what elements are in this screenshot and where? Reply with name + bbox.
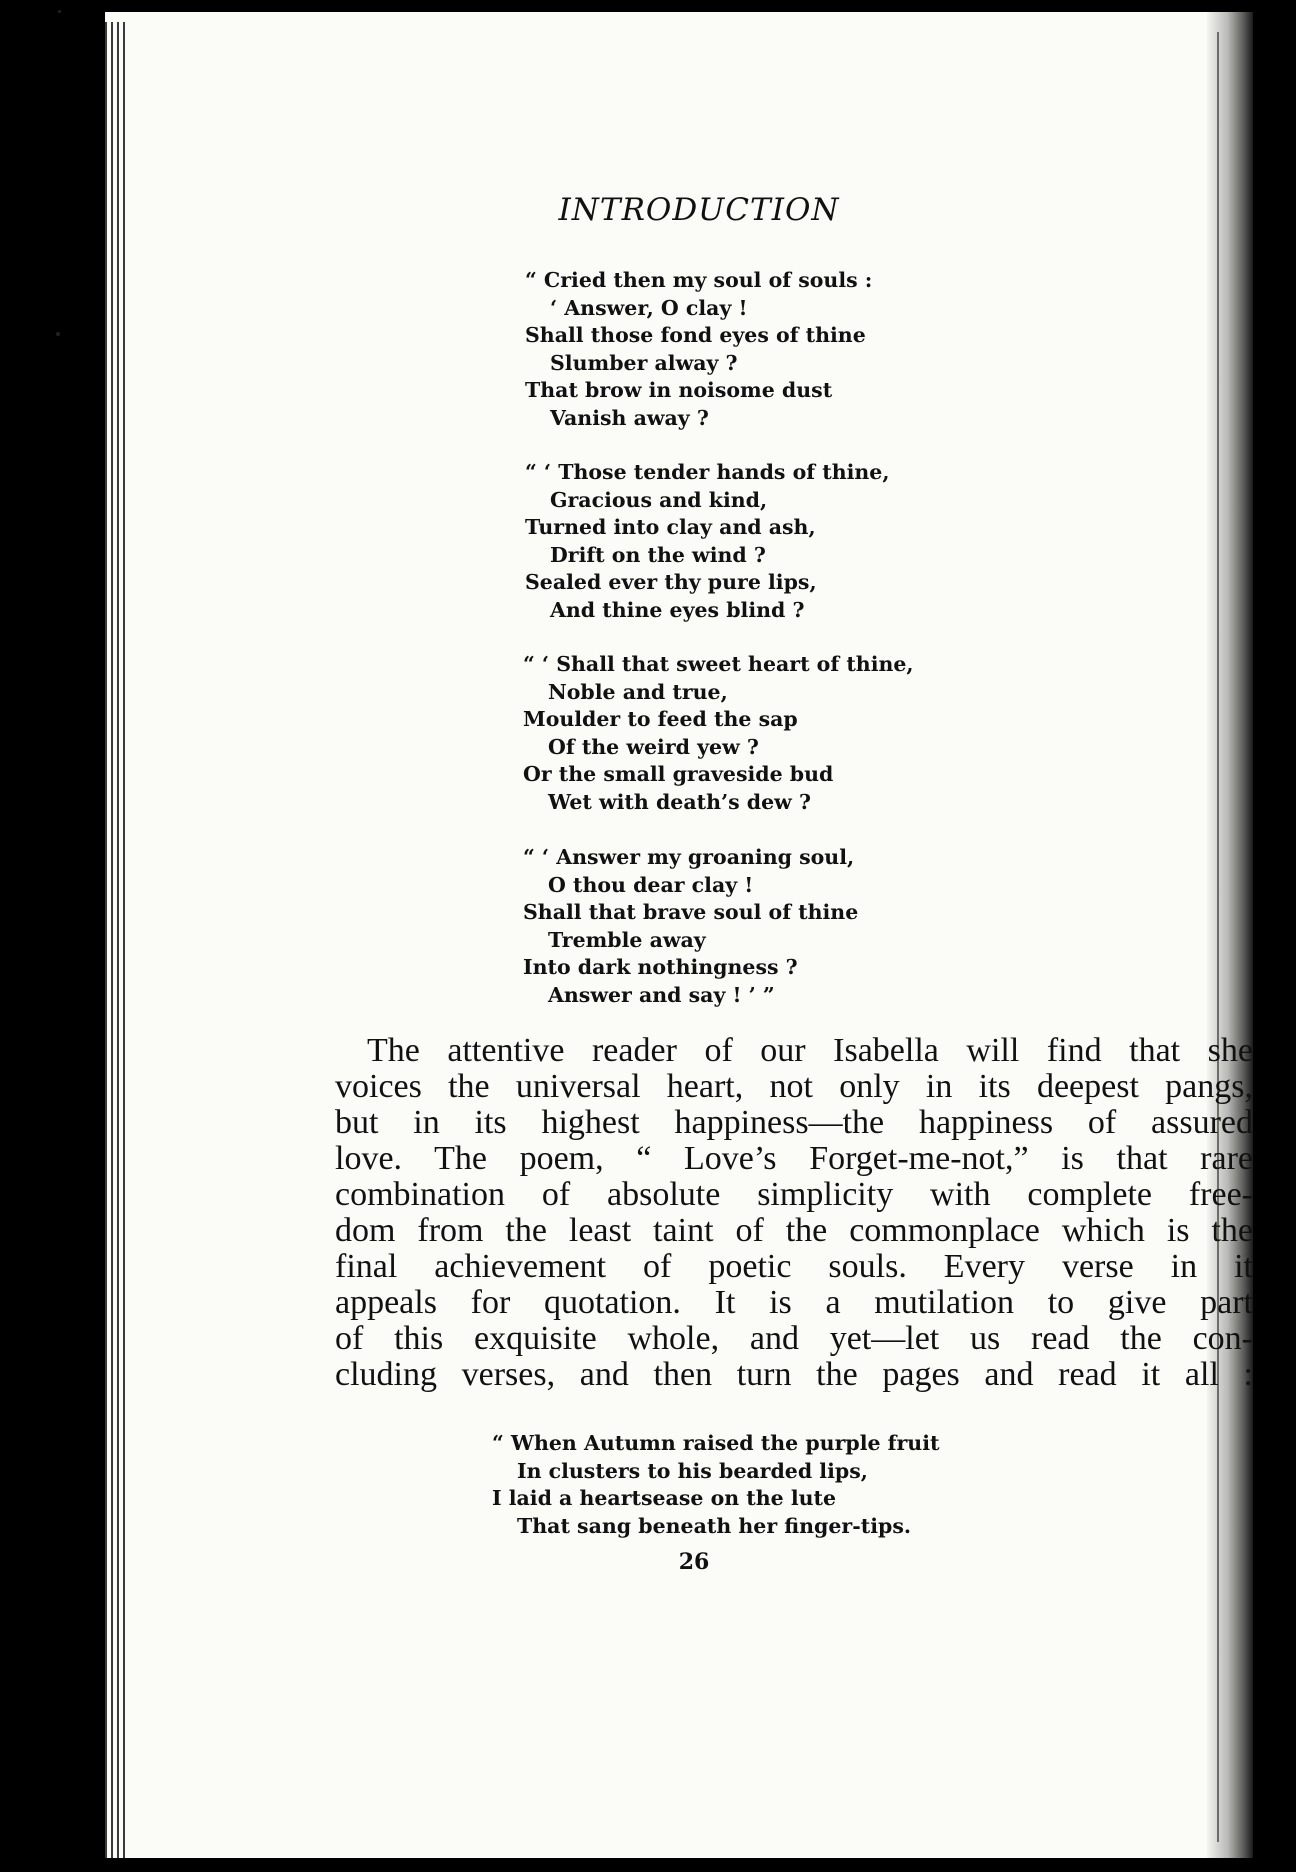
poem-line: “ ‘ Shall that sweet heart of thine, [523,652,914,676]
poem-line: Noble and true, [548,679,728,704]
prose-line: appeals for quotation. It is a mutilation to give part [335,1284,1253,1321]
running-head: INTRODUCTION [558,192,840,228]
poem-line: Shall that brave soul of thine [523,900,859,924]
book-page [105,12,1253,1858]
poem-stanza [525,459,889,624]
closing-quoted-stanza [492,1430,939,1540]
poem-line: “ Cried then my soul of souls : [525,268,873,292]
poem-line: That brow in noisome dust [525,378,833,402]
poem-line: Drift on the wind ? [550,542,766,567]
poem-line: Moulder to feed the sap [523,707,798,731]
poem-line: “ ‘ Answer my groaning soul, [523,845,855,869]
poem-line: “ ‘ Those tender hands of thine, [525,460,890,484]
prose-paragraph [335,1033,1253,1393]
poem-line: Vanish away ? [550,405,709,430]
page-edge [111,22,113,1858]
prose-line: dom from the least taint of the commonplace which is the [335,1212,1253,1249]
poem-line: ‘ Answer, O clay ! [550,295,748,320]
prose-line: love. The poem, “ Love’s Forget-me-not,” is that rare [335,1140,1253,1177]
prose-line: combination of absolute simplicity with complete free- [335,1176,1253,1213]
poem-line: Tremble away [548,927,706,952]
poem-stanza [523,651,914,816]
poem-line: Wet with death’s dew ? [548,789,811,814]
scan-speck [58,10,61,13]
poem-line: O thou dear clay ! [548,872,754,897]
page-edge [117,22,119,1858]
poem-line: Of the weird yew ? [548,734,759,759]
prose-line: final achievement of poetic souls. Every verse in it [335,1248,1253,1285]
poem-line: Gracious and kind, [550,487,768,512]
poem-line: Or the small graveside bud [523,762,834,786]
poem-stanza [525,267,872,432]
poem-line: Sealed ever thy pure lips, [525,570,817,594]
poem-line: Into dark nothingness ? [523,955,798,979]
prose-line: cluding verses, and then turn the pages and read it all : [335,1356,1253,1393]
poem-line: Turned into clay and ash, [525,515,816,539]
scan-speck [56,332,60,336]
page-number: 26 [678,1549,710,1575]
poem-stanza [523,844,858,1009]
page-edge [105,22,107,1858]
poem-line: Answer and say ! ’ ” [548,982,775,1007]
poem-line: That sang beneath her finger-tips. [517,1513,912,1538]
page-gutter-shadow [1207,12,1253,1858]
prose-line: The attentive reader of our Isabella will find that she [367,1032,1253,1069]
poem-line: And thine eyes blind ? [550,597,805,622]
page-edge [123,22,125,1858]
poem-line: In clusters to his bearded lips, [517,1458,868,1483]
prose-line: of this exquisite whole, and yet—let us read the con- [335,1320,1253,1357]
prose-line: voices the universal heart, not only in its deepest pangs, [335,1068,1253,1105]
poem-line: “ When Autumn raised the purple fruit [492,1431,940,1455]
poem-line: I laid a heartsease on the lute [492,1486,837,1510]
poem-line: Shall those fond eyes of thine [525,323,866,347]
prose-line: but in its highest happiness—the happiness of assured [335,1104,1253,1141]
poem-line: Slumber alway ? [550,350,738,375]
